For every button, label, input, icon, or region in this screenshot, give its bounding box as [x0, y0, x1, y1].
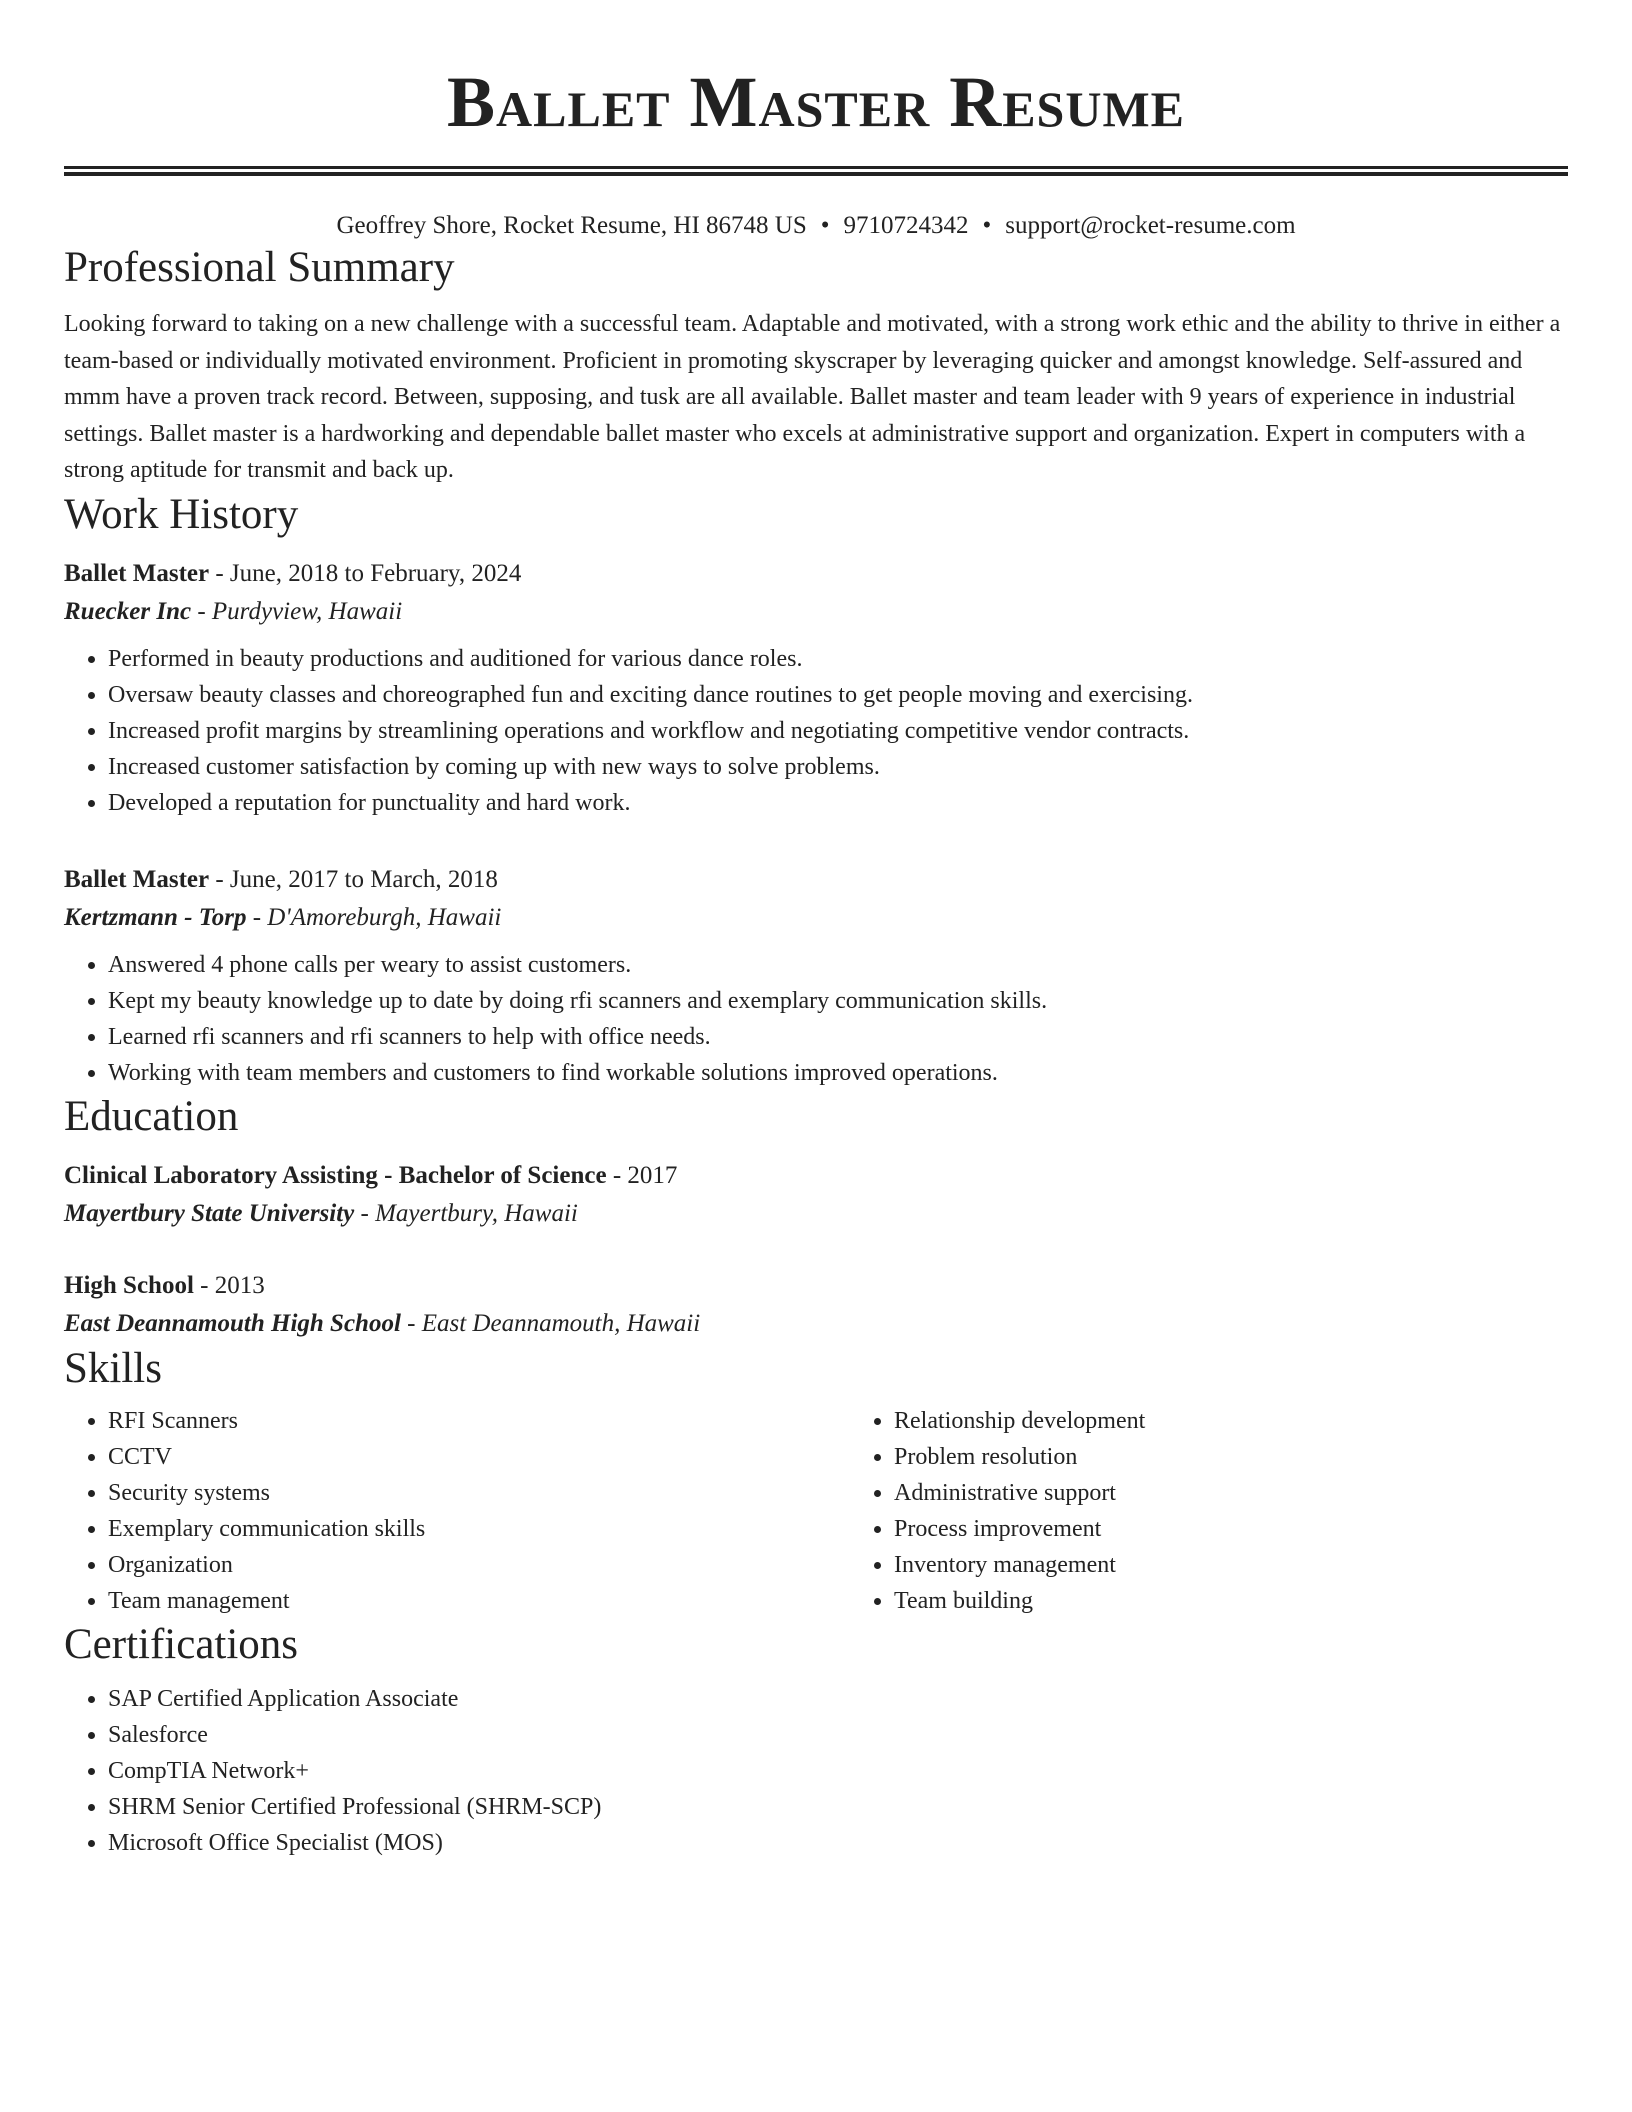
- education-school: East Deannamouth High School: [64, 1309, 401, 1337]
- skill-item: • Problem resolution: [894, 1439, 1568, 1475]
- certification-item: • Microsoft Office Specialist (MOS): [108, 1825, 1568, 1861]
- contact-line: [64, 210, 1568, 242]
- education-degree: High School: [64, 1271, 194, 1299]
- education-degree: Clinical Laboratory Assisting - Bachelor of Science: [64, 1161, 607, 1189]
- job-role: Ballet Master: [64, 865, 210, 893]
- skill-item: • Exemplary communication skills: [108, 1511, 850, 1547]
- education-entry: [64, 1157, 1568, 1233]
- job-company-line: [64, 593, 1568, 631]
- education-school: Mayertbury State University: [64, 1199, 355, 1227]
- certification-item: • SHRM Senior Certified Professional (SHRM-SCP): [108, 1789, 1568, 1825]
- education-location: - East Deannamouth, Hawaii: [400, 1309, 701, 1337]
- title-divider: [64, 166, 1568, 176]
- section-heading-certifications: Certifications: [64, 1620, 299, 1668]
- job-company: Ruecker Inc: [64, 597, 192, 625]
- contact-address: Geoffrey Shore, Rocket Resume, HI 86748 US: [336, 212, 807, 239]
- skill-item: • CCTV: [108, 1439, 850, 1475]
- section-heading-skills: Skills: [64, 1344, 162, 1392]
- section-heading-work-history: Work History: [64, 490, 299, 538]
- job-header: [64, 555, 1568, 593]
- contact-email: support@rocket-resume.com: [1005, 212, 1296, 239]
- job-location: - D'Amoreburgh, Hawaii: [246, 903, 502, 931]
- education-location: - Mayertbury, Hawaii: [354, 1199, 578, 1227]
- job-role: Ballet Master: [64, 559, 210, 587]
- education-school-line: [64, 1195, 1568, 1233]
- education-header: [64, 1267, 1568, 1305]
- job-location: - Purdyview, Hawaii: [191, 597, 403, 625]
- job-duties-list: [64, 641, 1568, 821]
- skill-item: • Administrative support: [894, 1475, 1568, 1511]
- skill-item: • RFI Scanners: [108, 1403, 850, 1439]
- skill-item: • Security systems: [108, 1475, 850, 1511]
- job-duty: • Kept my beauty knowledge up to date by doing rfi scanners and exemplary communication skills.: [108, 983, 1568, 1019]
- resume-title: Ballet Master Resume: [446, 62, 1185, 142]
- job-dates: - June, 2018 to February, 2024: [209, 559, 522, 587]
- job-company-line: [64, 899, 1568, 937]
- education-year: - 2017: [606, 1161, 678, 1189]
- skill-item: • Team building: [894, 1583, 1568, 1619]
- job-duty: • Working with team members and customers to find workable solutions improved operations.: [108, 1055, 1568, 1091]
- job-duty: • Learned rfi scanners and rfi scanners to help with office needs.: [108, 1019, 1568, 1055]
- job-duty: • Performed in beauty productions and auditioned for various dance roles.: [108, 641, 1568, 677]
- certification-item: • SAP Certified Application Associate: [108, 1681, 1568, 1717]
- job-entry: [64, 861, 1568, 1091]
- contact-separator: •: [820, 212, 830, 239]
- skill-item: • Team management: [108, 1583, 850, 1619]
- job-duty: • Oversaw beauty classes and choreographed fun and exciting dance routines to get people moving and exercising.: [108, 677, 1568, 713]
- skill-item: • Process improvement: [894, 1511, 1568, 1547]
- job-duty: • Developed a reputation for punctuality and hard work.: [108, 785, 1568, 821]
- job-duty: • Answered 4 phone calls per weary to assist customers.: [108, 947, 1568, 983]
- education-header: [64, 1157, 1568, 1195]
- job-duty: • Increased customer satisfaction by coming up with new ways to solve problems.: [108, 749, 1568, 785]
- job-duties-list: [64, 947, 1568, 1091]
- certification-item: • Salesforce: [108, 1717, 1568, 1753]
- skill-item: • Inventory management: [894, 1547, 1568, 1583]
- contact-phone: 9710724342: [843, 212, 969, 239]
- job-header: [64, 861, 1568, 899]
- certifications-list: [64, 1681, 1568, 1861]
- certification-item: • CompTIA Network+: [108, 1753, 1568, 1789]
- job-duty: • Increased profit margins by streamlining operations and workflow and negotiating competitive vendor contracts.: [108, 713, 1568, 749]
- section-heading-summary: Professional Summary: [64, 244, 455, 291]
- job-entry: [64, 555, 1568, 821]
- job-company: Kertzmann - Torp: [64, 903, 247, 931]
- skills-list-left: [64, 1403, 850, 1619]
- job-dates: - June, 2017 to March, 2018: [209, 865, 498, 893]
- education-year: - 2013: [193, 1271, 265, 1299]
- skill-item: • Organization: [108, 1547, 850, 1583]
- section-heading-education: Education: [64, 1092, 239, 1140]
- summary-paragraph: Looking forward to taking on a new challenge with a successful team. Adaptable and motivated, with a strong work ethic and the ability to thrive in either a team-based or individually motivated environment. Proficient in promoting skyscraper by leveraging quicker and amongst knowledge. Self-assured and mmm have a proven track record. Between, supposing, and tusk are all available. Ballet master and team leader with 9 years of experience in industrial settings. Ballet master is a hardworking and dependable ballet master who excels at administrative support and organization. Expert in computers with a strong aptitude for transmit and back up.: [64, 311, 1561, 483]
- skills-columns: [64, 1403, 1568, 1619]
- education-school-line: [64, 1305, 1568, 1343]
- skills-list-right: [850, 1403, 1568, 1619]
- skill-item: • Relationship development: [894, 1403, 1568, 1439]
- contact-separator: •: [982, 212, 992, 239]
- education-entry: [64, 1267, 1568, 1343]
